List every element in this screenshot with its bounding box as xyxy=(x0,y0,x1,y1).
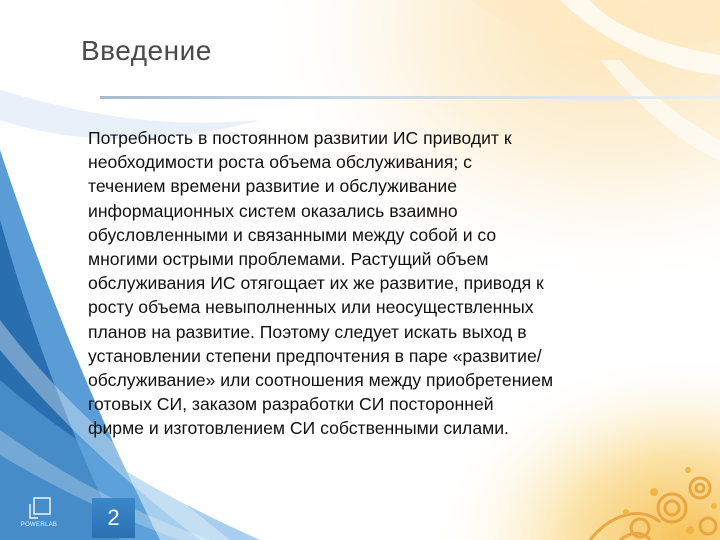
powerlab-logo-icon xyxy=(12,494,70,534)
slide-title: Введение xyxy=(81,35,212,66)
logo-caption: POWERLAB xyxy=(20,522,58,528)
title-underline xyxy=(100,96,720,99)
slide-body-text: Потребность в постоянном развитии ИС приводит к необходимости роста объема обслуживания; с течением времени развитие и обслуживание информационных систем оказались взаимно обусловленными и связанными между собой и со многими острыми проблемами. Растущий объем обслуживания ИС отягощает их же развитие, приводя к росту объема невыполненных или неосуществленных планов на развитие. Поэтому следует искать выход в установлении степени предпочтения в паре «развитие/ обслуживание» или соотношения между приобретением готовых СИ, заказом разработки СИ посторонней фирме и изготовлением СИ собственными силами. xyxy=(88,128,554,439)
page-number-badge: 2 xyxy=(92,498,135,538)
